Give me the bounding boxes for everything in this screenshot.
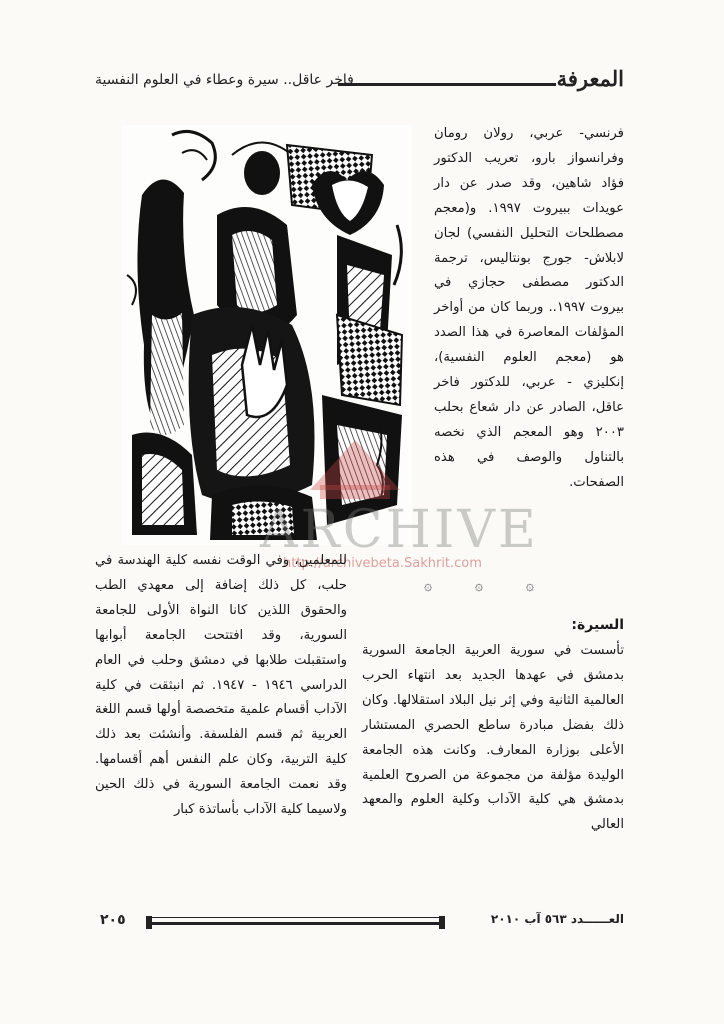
paragraph: فرنسي- عربي، رولان رومان وفرانسواز بارو، تعريب الدكتور فؤاد شاهين، وقد صدر عن دار عويدات ببيروت ١٩٩٧. و(معجم مصطلحات التحليل النفسي) لجان لابلاش- جورج بونتاليس، ترجمة الدكتور مصطفى حجازي في بيروت ١٩٩٧.. وربما كان من أواخر المؤلفات المعاصرة في هذا الصدد هو (معجم العلوم النفسية)، إنكليزي - عربي، للدكتور فاخر عاقل، الصادر عن دار شعاع بحلب ٢٠٠٣ وهو المعجم الذي نخصه بالتناول والوصف في هذه الصفحات. (434, 126, 624, 490)
page-number: ٢٠٥ (100, 912, 126, 928)
watermark-text: ARCHIVE (260, 500, 539, 560)
paragraph: تأسست في سورية العربية الجامعة السورية بدمشق في عهدها الجديد بعد انتهاء الحرب العالمية الثانية وفي إثر نيل البلاد استقلالها. وكان ذلك بفضل مبادرة ساطع الحصري المستشار الأعلى بوزارة المعارف. وكانت هذه الجامعة الوليدة مؤلفة من مجموعة من الصروح العلمية بدمشق هي كلية الآداب وكلية العلوم والمعهد العالي (362, 643, 624, 833)
right-column-top (434, 122, 624, 496)
watermark-url: http://archivebeta.Sakhrit.com (283, 556, 482, 571)
ornament-icon: ۞ (474, 578, 484, 594)
watermark-logo-icon (300, 430, 410, 510)
section-heading: السيرة: (571, 617, 624, 633)
header-rule (338, 83, 556, 86)
left-column (95, 549, 347, 823)
right-column-bottom (362, 613, 624, 838)
ornament-icon: ۞ (424, 578, 433, 594)
ornament-icon: ۞ (525, 578, 534, 594)
section-divider (424, 578, 534, 594)
issue-info: العــــــدد ٥٦٣ آب ٢٠١٠ (490, 912, 624, 926)
paragraph: للمعلمين، وفي الوقت نفسه كلية الهندسة في حلب، كل ذلك إضافة إلى معهدي الطب والحقوق اللذين كانا النواة الأولى للجامعة السورية، وقد افتتحت الجامعة أبوابها واستقبلت طلابها في دمشق وحلب في العام الدراسي ١٩٤٦ - ١٩٤٧. ثم انبثقت في كلية الآداب أقسام علمية متخصصة أولها قسم اللغة العربية ثم قسم الفلسفة. وأنشئت بعد ذلك كلية التربية، وكان علم النفس أهم أقسامها. وقد نعمت الجامعة السورية في ذلك الحين ولاسيما كلية الآداب بأساتذة كبار (95, 553, 347, 818)
magazine-logo: المعرفة (556, 66, 624, 91)
footer-rule (148, 922, 443, 925)
running-title: فاخر عاقل.. سيرة وعطاء في العلوم النفسية (95, 72, 354, 88)
